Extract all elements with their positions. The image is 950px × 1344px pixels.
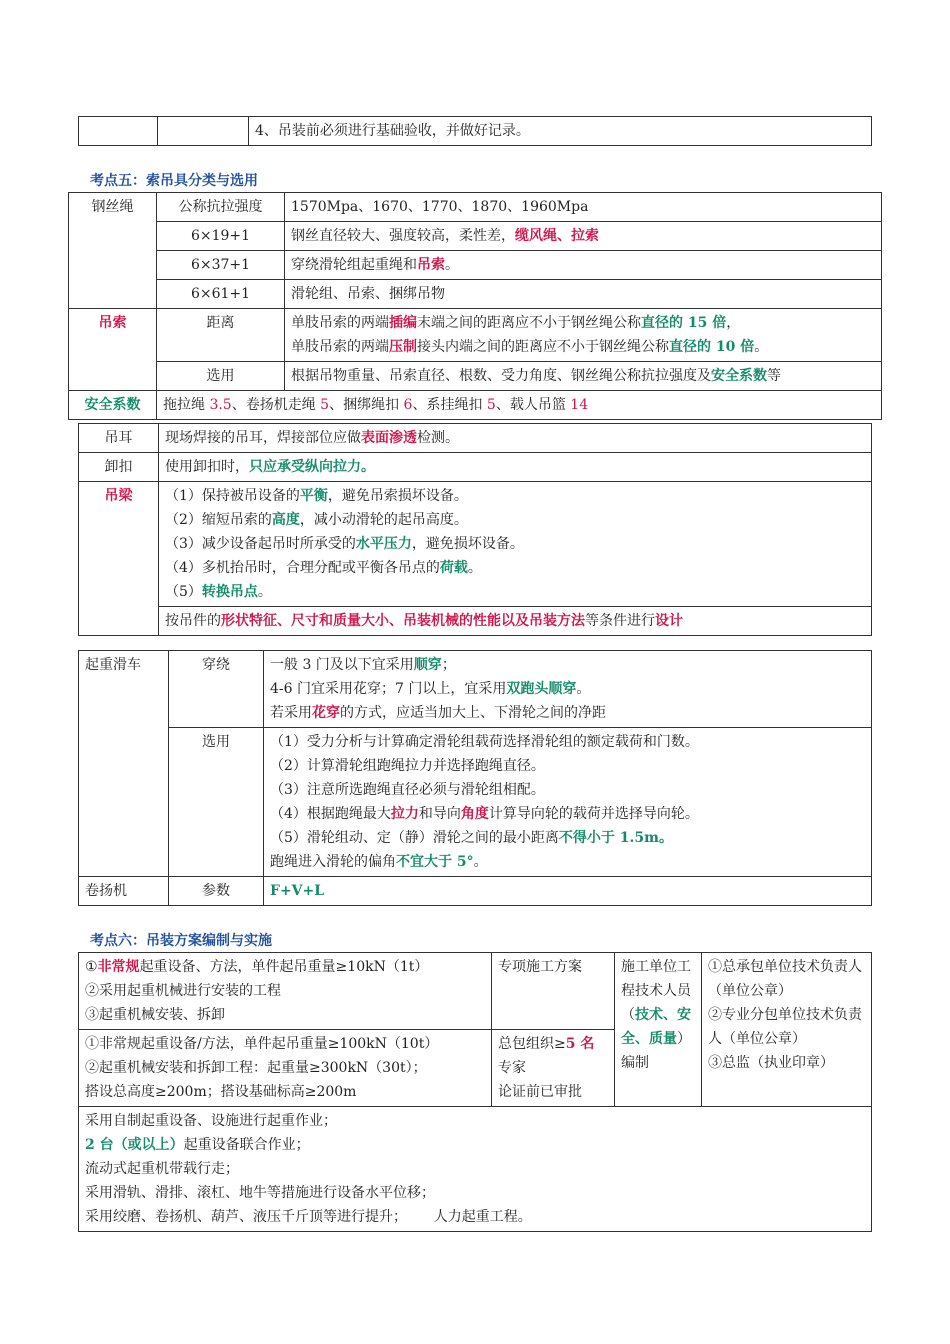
- pulley-selection-text: （1）受力分析与计算确定滑轮组载荷选择滑轮组的额定载荷和门数。 （2）计算滑轮组跑绳拉力并选择跑绳直径。 （3）注意所选跑绳直径必须与滑轮组相配。 （4）根据跑绳最大拉力和导向角度计算导向轮的载荷并选择导向轮。 （5）滑轮组动、定（静）滑轮之间的最小距离不得小于 1.5m。 跑绳进入滑轮的偏角不宜大于 5°。: [264, 728, 872, 877]
- threading-text: 一般 3 门及以下宜采用顺穿； 4-6 门宜采用花穿；7 门以上，宜采用双跑头顺穿。 若采用花穿的方式，应适当加大上、下滑轮之间的净距: [264, 651, 872, 728]
- pulley-label: 起重滑车: [79, 651, 169, 877]
- winch-label: 卷扬机: [79, 877, 169, 906]
- ear-text: 现场焊接的吊耳，焊接部位应做表面渗透检测。: [159, 424, 872, 453]
- beam-design: 按吊件的形状特征、尺寸和质量大小、吊装机械的性能以及吊装方法等条件进行设计: [159, 607, 872, 636]
- table-row: [79, 1107, 872, 1232]
- table-row: [69, 251, 882, 280]
- expert-review: 总包组织≥5 名专家 论证前已审批: [492, 1030, 615, 1107]
- table-row: [69, 222, 882, 251]
- table-row: [79, 877, 872, 906]
- section-title-6: 考点六：吊装方案编制与实施: [90, 933, 272, 949]
- table-lifting-plan: [78, 952, 872, 1232]
- foundation-note: 4、吊装前必须进行基础验收，并做好记录。: [249, 117, 872, 146]
- table-row: [79, 607, 872, 636]
- table-row: [79, 728, 872, 877]
- wire-type: 6×19+1: [157, 222, 285, 251]
- empty-cell: [79, 117, 158, 146]
- table-row: [79, 651, 872, 728]
- wire-type: 6×37+1: [157, 251, 285, 280]
- beam-functions: （1）保持被吊设备的平衡，避免吊索损坏设备。 （2）缩短吊索的高度，减小动滑轮的起吊高度。 （3）减少设备起吊时所承受的水平压力，避免损坏设备。 （4）多机抬吊时，合理分配或平衡各吊点的荷载。 （5）转换吊点。: [159, 482, 872, 607]
- table-pulley: [78, 650, 872, 906]
- selection-label: 选用: [157, 362, 285, 391]
- ear-label: 吊耳: [79, 424, 159, 453]
- table-row: [69, 362, 882, 391]
- table-row: [69, 391, 882, 420]
- wire-use: 钢丝直径较大、强度较高，柔性差，缆风绳、拉索: [285, 222, 882, 251]
- table-row: [79, 482, 872, 607]
- table-wire-rope: [68, 192, 882, 420]
- special-operations: 采用自制起重设备、设施进行起重作业； 2 台（或以上）起重设备联合作业； 流动式起重机带载行走； 采用滑轨、滑排、滚杠、地牛等措施进行设备水平位移； 采用绞磨、卷扬机、葫芦、液压千斤顶等进行提升； 人力起重工程。: [79, 1107, 872, 1232]
- safety-factor-label: 安全系数: [69, 391, 157, 420]
- table-lifting-parts: [78, 423, 872, 636]
- table-top-fragment: [78, 116, 872, 146]
- empty-cell: [158, 117, 249, 146]
- distance-label: 距离: [157, 309, 285, 362]
- safety-factor-values: 拖拉绳 3.5、卷扬机走绳 5、捆绑绳扣 6、系挂绳扣 5、载人吊篮 14: [157, 391, 882, 420]
- table-row: [79, 953, 872, 1030]
- selection-text: 根据吊物重量、吊索直径、根数、受力角度、钢丝绳公称抗拉强度及安全系数等: [285, 362, 882, 391]
- wire-rope-label: 钢丝绳: [69, 193, 157, 309]
- sling-label: 吊索: [69, 309, 157, 391]
- threading-label: 穿绕: [169, 651, 264, 728]
- distance-text: 单肢吊索的两端插编末端之间的距离应不小于钢丝绳公称直径的 15 倍， 单肢吊索的两端压制接头内端之间的距离应不小于钢丝绳公称直径的 10 倍。: [285, 309, 882, 362]
- table-row: [79, 117, 872, 146]
- wire-use: 穿绕滑轮组起重绳和吊索。: [285, 251, 882, 280]
- plan-author: 施工单位工程技术人员（技术、安全、质量）编制: [615, 953, 702, 1107]
- wire-use: 滑轮组、吊索、捆绑吊物: [285, 280, 882, 309]
- shackle-label: 卸扣: [79, 453, 159, 482]
- beam-label: 吊梁: [79, 482, 159, 636]
- table-row: [79, 453, 872, 482]
- winch-param-value: F+V+L: [264, 877, 872, 906]
- plan-signatures: ①总承包单位技术负责人（单位公章） ②专业分包单位技术负责人（单位公章） ③总监（执业印章）: [702, 953, 872, 1107]
- table-row: [69, 193, 882, 222]
- strength-label: 公称抗拉强度: [157, 193, 285, 222]
- special-plan-label: 专项施工方案: [492, 953, 615, 1030]
- scope-super-dangerous: ①非常规起重设备/方法，单件起吊重量≥100kN（10t） ②起重机械安装和拆卸工程：起重量≥300kN（30t）； 搭设总高度≥200m；搭设基础标高≥200m: [79, 1030, 492, 1107]
- strength-value: 1570Mpa、1670、1770、1870、1960Mpa: [285, 193, 882, 222]
- wire-type: 6×61+1: [157, 280, 285, 309]
- table-row: [79, 424, 872, 453]
- shackle-text: 使用卸扣时，只应承受纵向拉力。: [159, 453, 872, 482]
- scope-dangerous: ①非常规起重设备、方法，单件起吊重量≥10kN（1t） ②采用起重机械进行安装的工程 ③起重机械安装、拆卸: [79, 953, 492, 1030]
- table-row: [69, 280, 882, 309]
- table-row: [69, 309, 882, 362]
- pulley-selection-label: 选用: [169, 728, 264, 877]
- winch-param-label: 参数: [169, 877, 264, 906]
- section-title-5: 考点五：索吊具分类与选用: [90, 173, 258, 189]
